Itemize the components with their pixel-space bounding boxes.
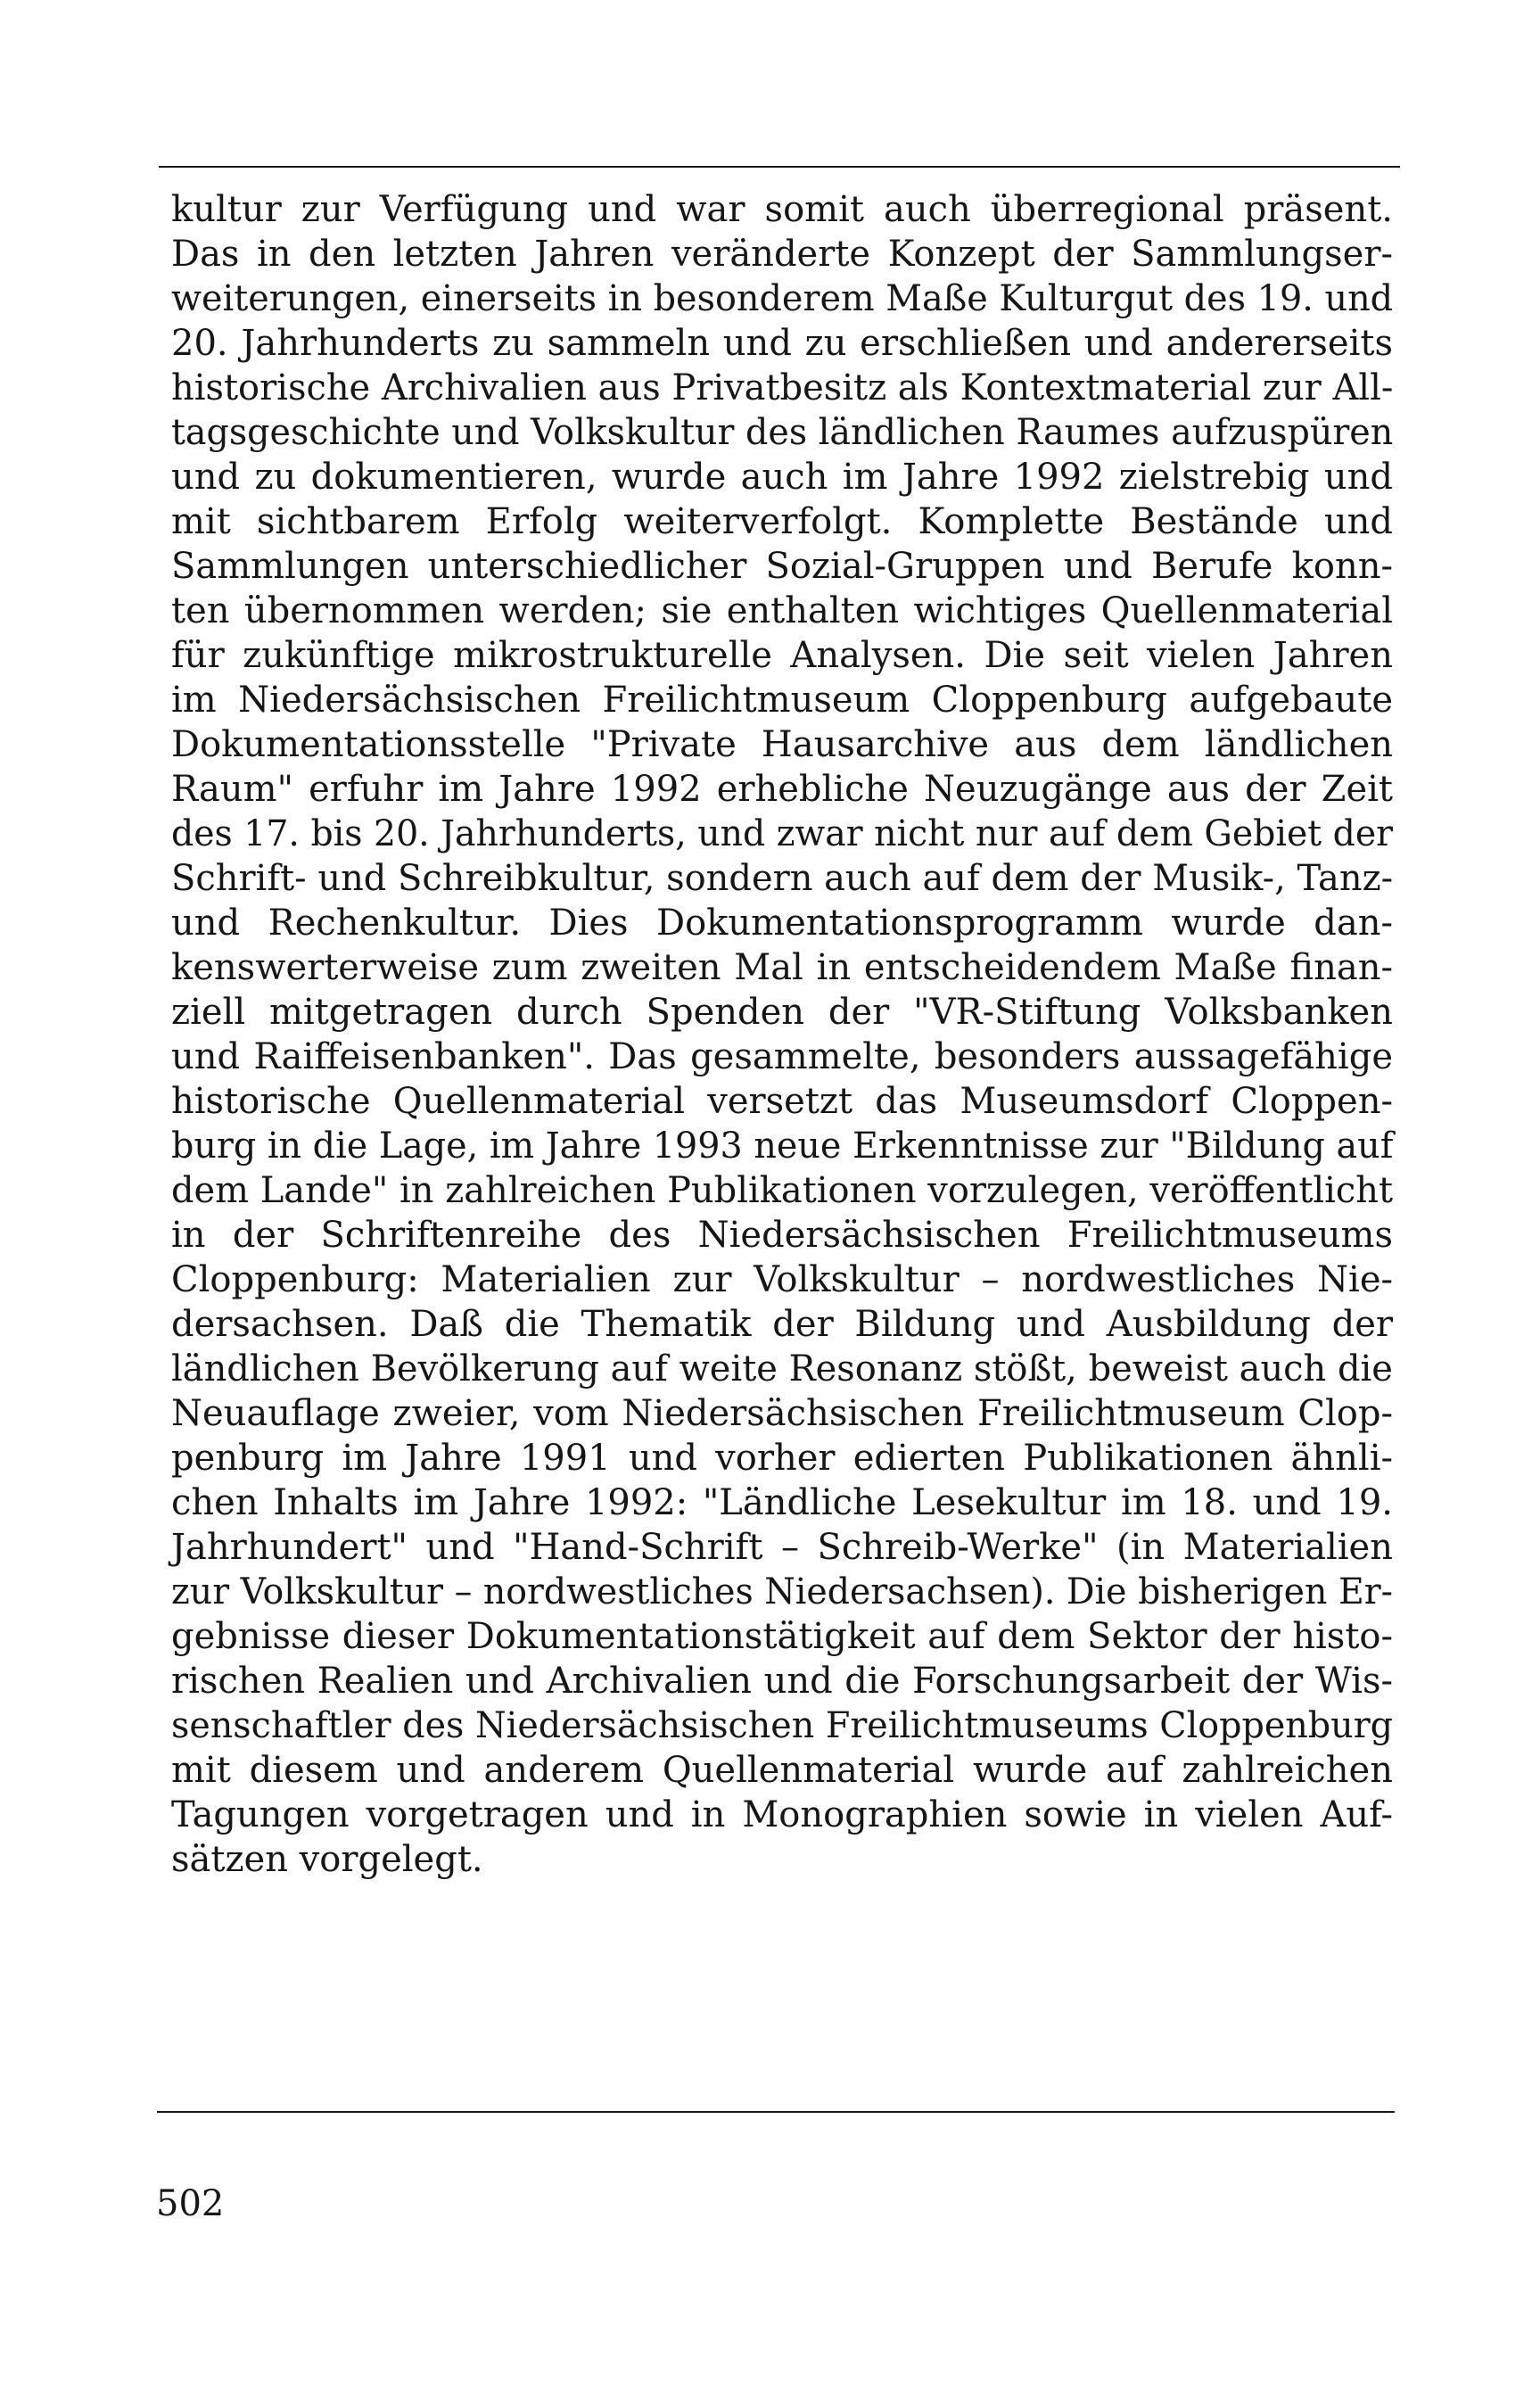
text-line: Das in den letzten Jahren veränderte Konzept der Sammlungser- — [171, 234, 1393, 275]
text-line: kenswerterweise zum zweiten Mal in entscheidendem Maße finan- — [171, 947, 1393, 988]
text-line: gebnisse dieser Dokumentationstätigkeit auf dem Sektor der histo- — [171, 1616, 1393, 1657]
text-line: historische Archivalien aus Privatbesitz als Kontextmaterial zur All- — [171, 367, 1394, 408]
text-line: mit sichtbarem Erfolg weiterverfolgt. Komplette Bestände und — [171, 501, 1393, 542]
text-line: ziell mitgetragen durch Spenden der "VR-Stiftung Volksbanken — [171, 992, 1393, 1033]
text-line: Neuauflage zweier, vom Niedersächsischen Freilichtmuseum Clop- — [171, 1393, 1393, 1434]
text-line: für zukünftige mikrostrukturelle Analysen. Die seit vielen Jahren — [171, 635, 1393, 676]
text-line: Tagungen vorgetragen und in Monographien sowie in vielen Auf- — [171, 1794, 1393, 1835]
text-line: zur Volkskultur – nordwestliches Niedersachsen). Die bisherigen Er- — [171, 1571, 1393, 1612]
bottom-rule — [157, 2111, 1395, 2113]
text-line: chen Inhalts im Jahre 1992: "Ländliche Lesekultur im 18. und 19. — [171, 1482, 1393, 1523]
text-line: senschaftler des Niedersächsischen Freilichtmuseums Cloppenburg — [171, 1705, 1393, 1746]
text-line: Schrift- und Schreibkultur, sondern auch auf dem der Musik-, Tanz- — [171, 858, 1394, 899]
page-number: 502 — [156, 2183, 225, 2224]
text-line: weiterungen, einerseits in besonderem Maße Kulturgut des 19. und — [171, 278, 1394, 319]
text-line: ten übernommen werden; sie enthalten wichtiges Quellenmaterial — [171, 590, 1393, 631]
text-line: und Rechenkultur. Dies Dokumentationsprogramm wurde dan- — [171, 903, 1393, 944]
text-line: historische Quellenmaterial versetzt das Museumsdorf Cloppen- — [171, 1081, 1393, 1122]
text-line: tagsgeschichte und Volkskultur des ländlichen Raumes aufzuspüren — [171, 412, 1394, 453]
text-line: im Niedersächsischen Freilichtmuseum Cloppenburg aufgebaute — [171, 680, 1393, 721]
text-line: und zu dokumentieren, wurde auch im Jahre 1992 zielstrebig und — [171, 457, 1393, 498]
text-line: ländlichen Bevölkerung auf weite Resonanz stößt, beweist auch die — [171, 1348, 1393, 1390]
text-line: dersachsen. Daß die Thematik der Bildung und Ausbildung der — [171, 1304, 1393, 1345]
text-line: rischen Realien und Archivalien und die Forschungsarbeit der Wis- — [171, 1661, 1393, 1702]
top-rule — [159, 166, 1400, 168]
text-line: des 17. bis 20. Jahrhunderts, und zwar nicht nur auf dem Gebiet der — [171, 813, 1393, 854]
text-line: 20. Jahrhunderts zu sammeln und zu erschließen und andererseits — [171, 323, 1393, 364]
text-line: penburg im Jahre 1991 und vorher edierten Publikationen ähnli- — [171, 1438, 1393, 1479]
text-line: in der Schriftenreihe des Niedersächsischen Freilichtmuseums — [171, 1215, 1393, 1256]
text-line: sätzen vorgelegt. — [171, 1839, 483, 1880]
text-line: und Raiffeisenbanken". Das gesammelte, besonders aussagefähige — [171, 1036, 1393, 1077]
body-text — [171, 187, 1393, 1882]
text-line: Cloppenburg: Materialien zur Volkskultur – nordwestliches Nie- — [171, 1259, 1393, 1300]
text-line: Raum" erfuhr im Jahre 1992 erhebliche Neuzugänge aus der Zeit — [171, 769, 1393, 810]
text-line: burg in die Lage, im Jahre 1993 neue Erkenntnisse zur "Bildung auf — [171, 1126, 1394, 1167]
text-line: dem Lande" in zahlreichen Publikationen vorzulegen, veröffentlicht — [171, 1170, 1393, 1211]
text-line: Jahrhundert" und "Hand-Schrift – Schreib-Werke" (in Materialien — [171, 1527, 1393, 1568]
text-line: kultur zur Verfügung und war somit auch überregional präsent. — [171, 189, 1393, 230]
text-line: Sammlungen unterschiedlicher Sozial-Gruppen und Berufe konn- — [171, 546, 1393, 587]
text-line: Dokumentationsstelle "Private Hausarchive aus dem ländlichen — [171, 724, 1393, 765]
text-line: mit diesem und anderem Quellenmaterial wurde auf zahlreichen — [171, 1750, 1393, 1791]
